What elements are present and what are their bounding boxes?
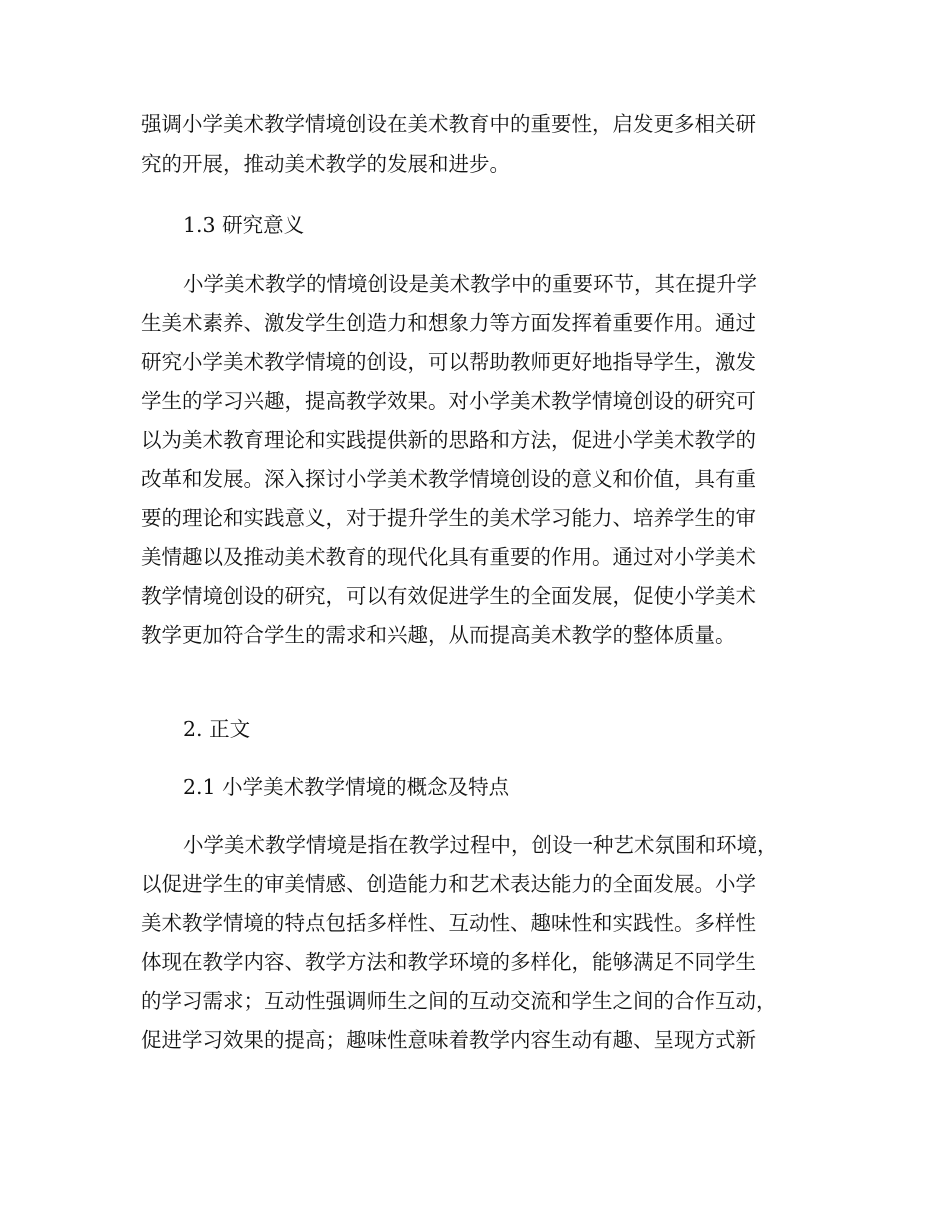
section-1-3-heading: 1.3 研究意义 (183, 213, 305, 237)
section-1-3-line-6: 改革和发展。深入探讨小学美术教学情境创设的意义和价值，具有重 (141, 467, 756, 491)
section-2-1-line-1: 小学美术教学情境是指在教学过程中，创设一种艺术氛围和环境， (183, 833, 778, 857)
intro-line-2: 究的开展，推动美术教学的发展和进步。 (141, 152, 510, 176)
section-1-3-line-7: 要的理论和实践意义，对于提升学生的美术学习能力、培养学生的审 (141, 506, 756, 530)
section-1-3-line-9: 教学情境创设的研究，可以有效促进学生的全面发展，促使小学美术 (141, 584, 756, 608)
section-1-3-line-1: 小学美术教学的情境创设是美术教学中的重要环节，其在提升学 (183, 272, 757, 296)
intro-line-1: 强调小学美术教学情境创设在美术教育中的重要性，启发更多相关研 (141, 112, 756, 136)
section-2-1-line-2: 以促进学生的审美情感、创造能力和艺术表达能力的全面发展。小学 (141, 872, 756, 896)
section-2-1-line-5: 的学习需求；互动性强调师生之间的互动交流和学生之间的合作互动， (141, 989, 777, 1013)
section-2-1-line-6: 促进学习效果的提高；趣味性意味着教学内容生动有趣、呈现方式新 (141, 1028, 756, 1052)
section-1-3-line-2: 生美术素养、激发学生创造力和想象力等方面发挥着重要作用。通过 (141, 311, 756, 335)
section-1-3-line-10: 教学更加符合学生的需求和兴趣，从而提高美术教学的整体质量。 (141, 623, 736, 647)
section-1-3-line-4: 学生的学习兴趣，提高教学效果。对小学美术教学情境创设的研究可 (141, 389, 756, 413)
section-1-3-line-5: 以为美术教育理论和实践提供新的思路和方法，促进小学美术教学的 (141, 428, 756, 452)
section-1-3-line-3: 研究小学美术教学情境的创设，可以帮助教师更好地指导学生，激发 (141, 350, 756, 374)
section-2-1-heading: 2.1 小学美术教学情境的概念及特点 (183, 775, 510, 799)
section-2-heading: 2. 正文 (183, 717, 251, 741)
section-1-3-line-8: 美情趣以及推动美术教育的现代化具有重要的作用。通过对小学美术 (141, 545, 756, 569)
section-2-1-line-3: 美术教学情境的特点包括多样性、互动性、趣味性和实践性。多样性 (141, 911, 756, 935)
section-2-1-line-4: 体现在教学内容、教学方法和教学环境的多样化，能够满足不同学生 (141, 950, 756, 974)
